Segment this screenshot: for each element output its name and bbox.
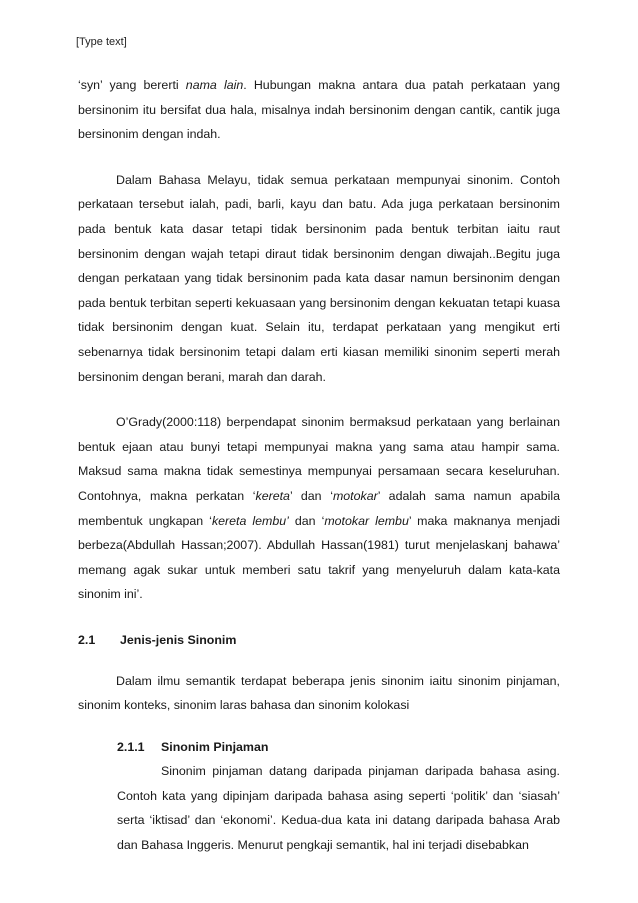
subsection (117, 735, 560, 857)
p1-text: ‘syn’ yang bererti (78, 78, 186, 92)
p3-seg: ’ maka maknanya menjadi berbeza(Abdullah Hassan;2007). Abdullah Hassan(1981) turut menjelaskanj bahawa’ memang agak sukar untuk memberi satu takrif yang menyeluruh dalam kata-kata sinonim ini’. (78, 513, 561, 602)
paragraph-4: Dalam ilmu semantik terdapat beberapa jenis sinonim iaitu sinonim pinjaman, sinonim konteks, sinonim laras bahasa dan sinonim kolokasi (78, 673, 560, 713)
p3-seg: ’ dan ‘ (289, 488, 333, 503)
subsection-heading (117, 735, 560, 759)
paragraph-2: Dalam Bahasa Melayu, tidak semua perkataan mempunyai sinonim. Contoh perkataan tersebut ialah, padi, barli, kayu dan batu. Ada juga perkataan bersinonim pada bentuk kata dasar tetapi tidak bersinonim pada bentuk terbitan iaitu raut bersinonim dengan wajah tetapi diraut tidak bersinonim dengan diwajah..Begitu juga dengan perkataan yang tidak bersinonim pada kata dasar namun bersinonim dengan pada bentuk terbitan seperti kekuasaan yang bersinonim dengan kekuatan tetapi kuasa tidak bersinonim dengan kuat. Selain itu, terdapat perkataan yang mengikut erti sebenarnya tidak bersinonim tetapi dalam erti kiasan memiliki sinonim seperti merah bersinonim dengan berani, marah dan darah. (78, 172, 560, 384)
p3-seg: dan ‘ (288, 513, 325, 528)
section-number: 2.1 (78, 632, 96, 647)
subsection-title: Sinonim Pinjaman (161, 740, 269, 755)
paragraph-1 (78, 73, 560, 147)
paragraph-5: Sinonim pinjaman datang daripada pinjaman daripada bahasa asing. Contoh kata yang dipinjam daripada bahasa asing seperti ‘politik’ dan ‘siasah’ serta ‘iktisad’ dan ‘ekonomi’. Kedua-dua kata ini datang daripada bahasa Arab dan Bahasa Inggeris. Menurut pengkaji semantik, hal ini terjadi disebabkan (117, 764, 560, 852)
p3-seg: ’ adalah sama namun apabila membentuk ungkapan ‘ (78, 488, 560, 528)
document-body (78, 73, 560, 857)
p1-text-rest: . Hubungan makna antara dua patah perkataan yang bersinonim itu bersifat dua hala, misalnya indah bersinonim dengan cantik, cantik juga bersinonim dengan indah. (78, 78, 560, 142)
p3-seg: O’Grady(2000:118) berpendapat sinonim bermaksud perkataan yang berlainan bentuk ejaan atau bunyi tetapi mempunyai makna yang sama atau hampir sama. Maksud sama makna tidak semestinya mempunyai persamaan secara keseluruhan. Contohnya, makna perkatan ‘ (78, 415, 560, 503)
section-title: Jenis-jenis Sinonim (120, 632, 237, 647)
section-heading (78, 628, 560, 652)
p3-italic-kereta: kereta (255, 488, 290, 503)
p3-italic-motokar: motokar (332, 488, 378, 503)
paragraph-3 (78, 410, 560, 607)
p3-italic-motokar-lembu: motokar lembu (324, 513, 409, 528)
p1-italic: nama lain (185, 78, 244, 92)
page-header: [Type text] (76, 36, 127, 48)
subsection-number: 2.1.1 (117, 740, 145, 755)
p3-italic-kereta-lembu: kereta lembu’ (211, 513, 289, 528)
